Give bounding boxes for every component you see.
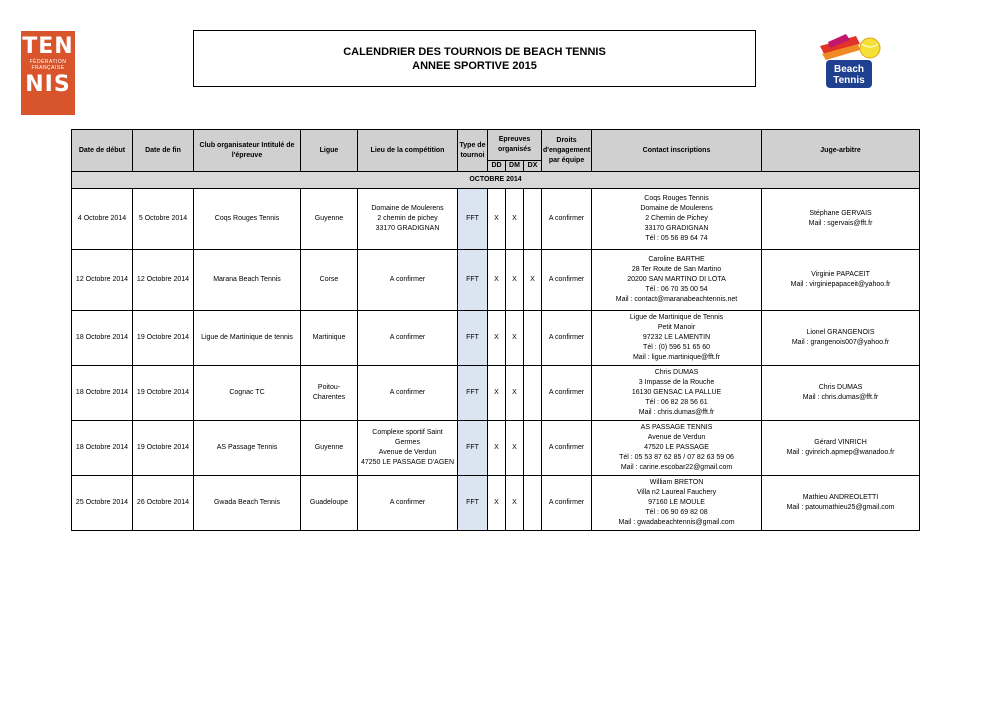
cell-contact-line: 28 Ter Route de San Martino — [631, 266, 722, 273]
cell-lieu — [358, 476, 458, 531]
cell-contact-line: Mail : chris.dumas@fft.fr — [638, 409, 715, 416]
header-epreuves: Epreuves organisés — [488, 130, 542, 161]
header-ligue: Ligue — [301, 130, 358, 172]
tournament-calendar-table — [71, 129, 920, 531]
cell-ligue: Poitou-Charentes — [301, 366, 358, 421]
beach-tennis-logo-graphic — [816, 32, 884, 90]
cell-contact-line: Tél : 06 90 69 82 08 — [645, 509, 708, 516]
cell-contact-line: 97232 LE LAMENTIN — [642, 334, 711, 341]
cell-juge-line: Mail : gvinrich.apmep@wanadoo.fr — [786, 449, 895, 456]
cell-lieu — [358, 421, 458, 476]
cell-contact-line: Tél : 05 56 89 64 74 — [645, 235, 708, 242]
table-row — [72, 421, 920, 476]
logo-text-francaise: FRANÇAISE — [31, 65, 65, 71]
cell-juge-line: Mathieu ANDREOLETTI — [802, 494, 879, 501]
cell-juge-line: Mail : virginiepapaceit@yahoo.fr — [790, 281, 891, 288]
cell-contact — [592, 476, 762, 531]
cell-contact-line: Villa n2 Laureal Fauchery — [636, 489, 717, 496]
cell-juge-line: Mail : chris.dumas@fft.fr — [802, 394, 879, 401]
cell-juge — [762, 366, 920, 421]
cell-club: Marana Beach Tennis — [194, 250, 301, 311]
cell-contact-line: Ligue de Martinique de Tennis — [629, 314, 724, 321]
cell-contact-line: Tél : 05 53 87 62 85 / 07 82 63 59 06 — [619, 454, 734, 461]
header-row — [72, 130, 920, 161]
cell-contact-line: 97160 LE MOULE — [648, 499, 705, 506]
cell-dd: X — [488, 366, 506, 421]
header-droits: Droits d'engagement par équipe — [542, 130, 592, 172]
cell-date-debut: 18 Octobre 2014 — [72, 366, 133, 421]
cell-type: FFT — [458, 476, 488, 531]
cell-lieu-line: 33170 GRADIGNAN — [375, 225, 440, 232]
cell-date-debut: 25 Octobre 2014 — [72, 476, 133, 531]
cell-contact-line: Mail : gwadabeachtennis@gmail.com — [618, 519, 735, 526]
cell-ligue: Corse — [301, 250, 358, 311]
cell-contact — [592, 189, 762, 250]
cell-lieu — [358, 189, 458, 250]
cell-ligue: Guadeloupe — [301, 476, 358, 531]
cell-lieu — [358, 250, 458, 311]
cell-dd: X — [488, 311, 506, 366]
cell-droits: A confirmer — [542, 311, 592, 366]
cell-juge — [762, 311, 920, 366]
cell-club: Gwada Beach Tennis — [194, 476, 301, 531]
cell-juge-line: Lionel GRANGENOIS — [806, 329, 875, 336]
cell-dm: X — [506, 250, 524, 311]
header-type: Type de tournoi — [458, 130, 488, 172]
cell-club: Coqs Rouges Tennis — [194, 189, 301, 250]
cell-lieu-line: 2 chemin de pichey — [377, 215, 438, 222]
cell-contact — [592, 311, 762, 366]
cell-dm: X — [506, 189, 524, 250]
cell-contact-line: 2 Chemin de Pichey — [645, 215, 708, 222]
cell-dd: X — [488, 421, 506, 476]
cell-juge-line: Mail : patoumathieu25@gmail.com — [786, 504, 895, 511]
cell-contact-line: Tél : 06 82 28 56 61 — [645, 399, 708, 406]
cell-juge — [762, 421, 920, 476]
table-row — [72, 250, 920, 311]
cell-club: Cognac TC — [194, 366, 301, 421]
header-date-debut: Date de début — [72, 130, 133, 172]
cell-lieu-line: 47250 LE PASSAGE D'AGEN — [360, 459, 455, 466]
cell-date-fin: 26 Octobre 2014 — [133, 476, 194, 531]
cell-contact — [592, 366, 762, 421]
cell-contact-line: 3 Impasse de la Rouche — [638, 379, 715, 386]
cell-ligue: Guyenne — [301, 421, 358, 476]
cell-type: FFT — [458, 421, 488, 476]
cell-lieu-line: A confirmer — [389, 499, 426, 506]
cell-ligue: Martinique — [301, 311, 358, 366]
cell-dx: X — [524, 250, 542, 311]
cell-date-debut: 18 Octobre 2014 — [72, 421, 133, 476]
beach-tennis-logo — [816, 32, 884, 90]
cell-date-debut: 4 Octobre 2014 — [72, 189, 133, 250]
cell-dx — [524, 366, 542, 421]
cell-date-fin: 19 Octobre 2014 — [133, 421, 194, 476]
cell-contact-line: Domaine de Moulerens — [640, 205, 713, 212]
cell-contact — [592, 250, 762, 311]
cell-droits: A confirmer — [542, 366, 592, 421]
cell-contact-line: Mail : ligue.martinique@fft.fr — [632, 354, 721, 361]
cell-contact-line: Petit Manoir — [657, 324, 696, 331]
cell-juge — [762, 476, 920, 531]
cell-juge-line: Virginie PAPACEIT — [811, 271, 870, 278]
cell-type: FFT — [458, 250, 488, 311]
cell-contact-line: Mail : contact@maranabeachtennis.net — [615, 296, 738, 303]
cell-contact — [592, 421, 762, 476]
cell-contact-line: 47520 LE PASSAGE — [644, 444, 709, 451]
cell-lieu-line: A confirmer — [389, 334, 426, 341]
cell-dx — [524, 311, 542, 366]
cell-contact-line: 16130 GENSAC LA PALLUE — [631, 389, 722, 396]
cell-lieu — [358, 366, 458, 421]
cell-lieu-line: Complexe sportif Saint Germes — [372, 429, 443, 446]
month-label: OCTOBRE 2014 — [72, 172, 920, 189]
header-contact: Contact inscriptions — [592, 130, 762, 172]
cell-dx — [524, 189, 542, 250]
logo-text-ten: TEN — [22, 34, 74, 59]
cell-contact-line: Avenue de Verdun — [647, 434, 706, 441]
table-row — [72, 311, 920, 366]
cell-lieu-line: Domaine de Moulerens — [371, 205, 444, 212]
cell-date-debut: 12 Octobre 2014 — [72, 250, 133, 311]
fft-tennis-logo — [21, 31, 75, 115]
header-club: Club organisateur Intitulé de l'épreuve — [194, 130, 301, 172]
cell-juge — [762, 250, 920, 311]
header-dd: DD — [488, 161, 506, 172]
cell-date-fin: 12 Octobre 2014 — [133, 250, 194, 311]
logo-text-beach: Beach — [833, 64, 865, 75]
title-line-1: CALENDRIER DES TOURNOIS DE BEACH TENNIS — [343, 46, 606, 58]
month-row — [72, 172, 920, 189]
table-row — [72, 189, 920, 250]
cell-lieu — [358, 311, 458, 366]
title-line-2: ANNEE SPORTIVE 2015 — [412, 60, 537, 72]
cell-dm: X — [506, 421, 524, 476]
cell-type: FFT — [458, 311, 488, 366]
cell-club: AS Passage Tennis — [194, 421, 301, 476]
cell-contact-line: Caroline BARTHE — [648, 256, 705, 263]
header-juge: Juge-arbitre — [762, 130, 920, 172]
header-dm: DM — [506, 161, 524, 172]
header-date-fin: Date de fin — [133, 130, 194, 172]
cell-contact-line: William BRETON — [649, 479, 704, 486]
cell-juge-line: Chris DUMAS — [818, 384, 863, 391]
cell-contact-line: AS PASSAGE TENNIS — [640, 424, 713, 431]
cell-contact-line: Chris DUMAS — [654, 369, 699, 376]
cell-date-fin: 19 Octobre 2014 — [133, 366, 194, 421]
cell-dd: X — [488, 189, 506, 250]
table-row — [72, 476, 920, 531]
cell-dm: X — [506, 366, 524, 421]
cell-type: FFT — [458, 366, 488, 421]
cell-juge — [762, 189, 920, 250]
cell-date-debut: 18 Octobre 2014 — [72, 311, 133, 366]
cell-dx — [524, 476, 542, 531]
cell-lieu-line: A confirmer — [389, 276, 426, 283]
logo-text-tennis: Tennis — [833, 75, 865, 86]
logo-text-federation: FÉDÉRATION — [29, 59, 67, 65]
cell-contact-line: Tél : (0) 596 51 65 60 — [643, 344, 710, 351]
cell-dm: X — [506, 311, 524, 366]
cell-club: Ligue de Martinique de tennis — [194, 311, 301, 366]
cell-contact-line: 20200 SAN MARTINO DI LOTA — [627, 276, 726, 283]
cell-contact-line: Tél : 06 70 35 00 54 — [645, 286, 708, 293]
cell-contact-line: Coqs Rouges Tennis — [644, 195, 709, 202]
cell-dx — [524, 421, 542, 476]
cell-juge-line: Mail : sgervais@fft.fr — [808, 220, 873, 227]
cell-contact-line: Mail : carine.escobar22@gmail.com — [620, 464, 733, 471]
logo-text-nis: NIS — [25, 72, 71, 97]
cell-dd: X — [488, 250, 506, 311]
cell-lieu-line: A confirmer — [389, 389, 426, 396]
cell-contact-line: 33170 GRADIGNAN — [644, 225, 709, 232]
cell-type: FFT — [458, 189, 488, 250]
table-row — [72, 366, 920, 421]
cell-droits: A confirmer — [542, 189, 592, 250]
cell-juge-line: Stéphane GERVAIS — [809, 210, 872, 217]
cell-date-fin: 19 Octobre 2014 — [133, 311, 194, 366]
cell-dd: X — [488, 476, 506, 531]
cell-droits: A confirmer — [542, 250, 592, 311]
document-title — [193, 30, 756, 87]
cell-lieu-line: Avenue de Verdun — [378, 449, 437, 456]
cell-droits: A confirmer — [542, 476, 592, 531]
header-lieu: Lieu de la compétition — [358, 130, 458, 172]
cell-juge-line: Gérard VINRICH — [814, 439, 867, 446]
cell-juge-line: Mail : grangenois007@yahoo.fr — [791, 339, 890, 346]
cell-date-fin: 5 Octobre 2014 — [133, 189, 194, 250]
cell-ligue: Guyenne — [301, 189, 358, 250]
cell-dm: X — [506, 476, 524, 531]
header-dx: DX — [524, 161, 542, 172]
cell-droits: A confirmer — [542, 421, 592, 476]
